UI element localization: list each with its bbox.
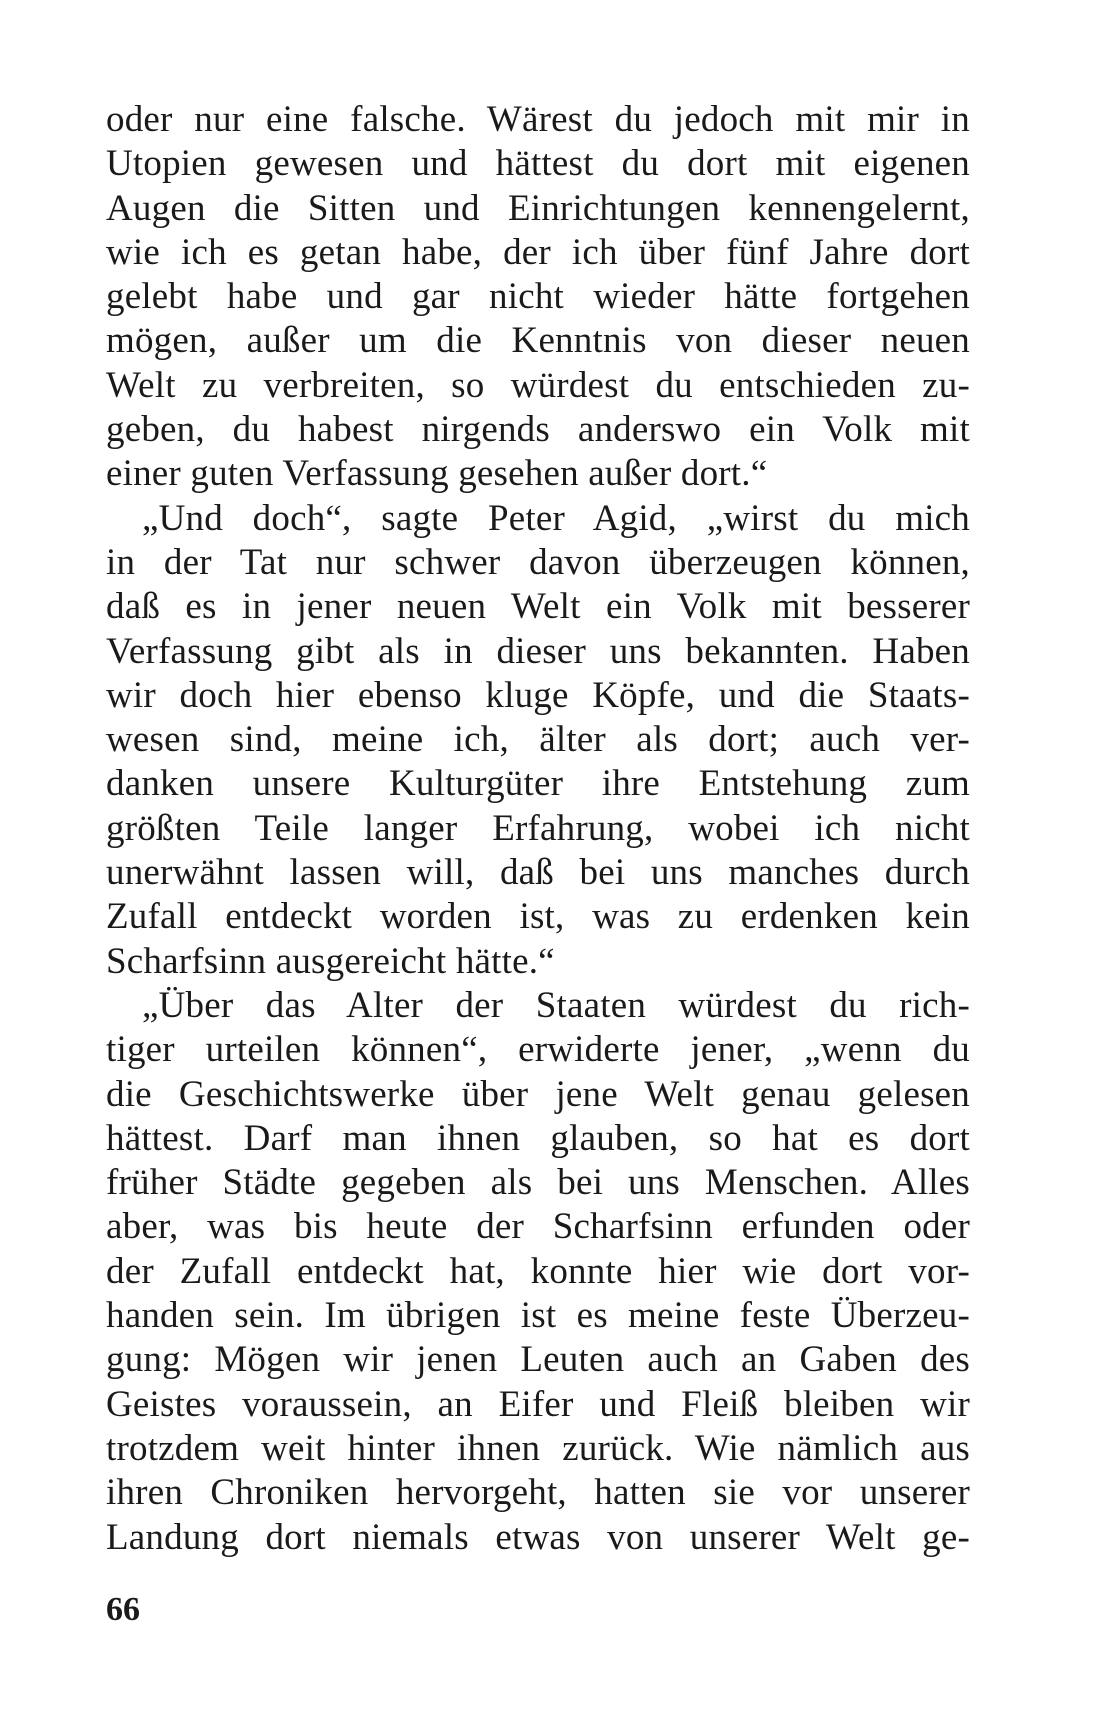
text-line: die Geschichtswerke über jene Welt genau gelesen	[106, 1073, 970, 1115]
text-line: wesen sind, meine ich, älter als dort; auch ver-	[106, 719, 970, 761]
text-line: handen sein. Im übrigen ist es meine feste Überzeu-	[106, 1295, 970, 1337]
text-line: gelebt habe und gar nicht wieder hätte fortgehen	[106, 276, 970, 318]
text-line: Utopien gewesen und hättest du dort mit eigenen	[106, 143, 970, 185]
paragraph-end-line: einer guten Verfassung gesehen außer dort.“	[106, 453, 768, 495]
text-line: Verfassung gibt als in dieser uns bekannten. Haben	[106, 630, 970, 672]
text-line: in der Tat nur schwer davon überzeugen können,	[106, 541, 970, 583]
text-line: Geistes voraussein, an Eifer und Fleiß bleiben wir	[106, 1383, 970, 1425]
text-line: Zufall entdeckt worden ist, was zu erdenken kein	[106, 896, 970, 938]
text-line: hättest. Darf man ihnen glauben, so hat es dort	[106, 1117, 970, 1159]
text-line: der Zufall entdeckt hat, konnte hier wie dort vor-	[106, 1250, 970, 1292]
text-line: aber, was bis heute der Scharfsinn erfunden oder	[106, 1206, 970, 1248]
text-line: Augen die Sitten und Einrichtungen kennengelernt,	[106, 187, 970, 229]
text-line: tiger urteilen können“, erwiderte jener, „wenn du	[106, 1029, 970, 1071]
paragraph-end-line: Scharfsinn ausgereicht hätte.“	[106, 940, 555, 982]
page-number: 66	[106, 1591, 140, 1628]
body-text	[106, 98, 970, 1560]
text-line: daß es in jener neuen Welt ein Volk mit besserer	[106, 586, 970, 628]
text-line: mögen, außer um die Kenntnis von dieser neuen	[106, 320, 970, 362]
text-line: oder nur eine falsche. Wärest du jedoch mit mir in	[106, 99, 970, 140]
text-line: wir doch hier ebenso kluge Köpfe, und die Staats-	[106, 674, 970, 716]
text-line: wie ich es getan habe, der ich über fünf Jahre dort	[106, 231, 970, 273]
text-line: größten Teile langer Erfahrung, wobei ich nicht	[106, 807, 970, 849]
text-line: unerwähnt lassen will, daß bei uns manches durch	[106, 852, 970, 894]
text-line: früher Städte gegeben als bei uns Menschen. Alles	[106, 1162, 970, 1204]
text-line: Landung dort niemals etwas von unserer Welt ge-	[106, 1516, 970, 1558]
text-line: trotzdem weit hinter ihnen zurück. Wie nämlich aus	[106, 1427, 970, 1469]
text-line: geben, du habest nirgends anderswo ein Volk mit	[106, 409, 970, 451]
paragraph-start-line: „Und doch“, sagte Peter Agid, „wirst du mich	[142, 497, 970, 539]
paragraph-start-line: „Über das Alter der Staaten würdest du rich-	[142, 984, 970, 1026]
text-line: Welt zu verbreiten, so würdest du entschieden zu-	[106, 364, 970, 406]
text-line: ihren Chroniken hervorgeht, hatten sie vor unserer	[106, 1472, 970, 1514]
text-line: danken unsere Kulturgüter ihre Entstehung zum	[106, 763, 970, 805]
text-line: gung: Mögen wir jenen Leuten auch an Gaben des	[106, 1339, 970, 1381]
